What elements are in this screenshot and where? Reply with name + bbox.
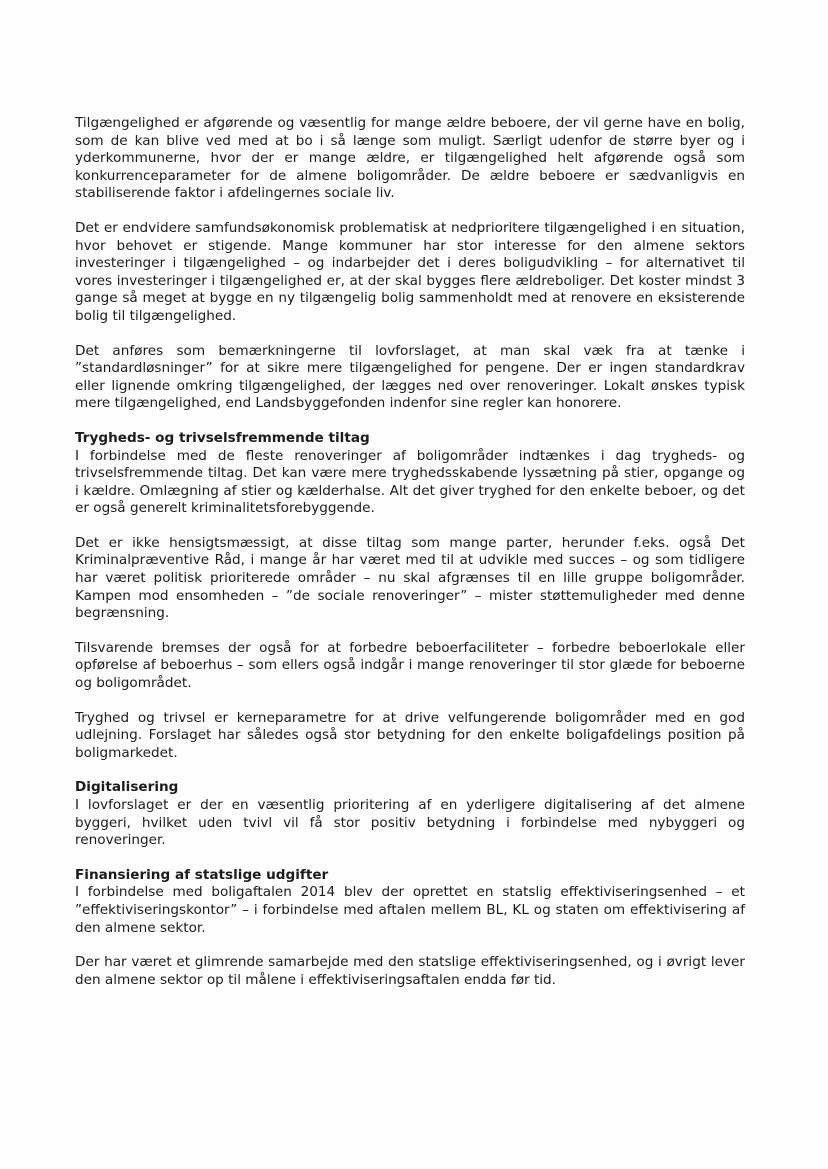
section-heading-finansiering: Finansiering af statslige udgifter	[75, 866, 329, 883]
section-intro-tryghed: I forbindelse med de fleste renoveringer af boligområder indtænkes i dag trygheds- og trivselsfremmende tiltag. Det kan være mere tryghedsskabende lyssætning på stier, opgange og i kældre. Omlægning af stier og kælderhalse. Alt det giver tryghed for den enkelte beboer, og det er også generelt kriminalitetsforebyggende.	[75, 447, 745, 517]
section-heading-tryghed: Trygheds- og trivselsfremmende tiltag	[75, 429, 370, 446]
section-finansiering	[75, 867, 745, 937]
section-tryghed	[75, 430, 745, 518]
section-intro-digitalisering: I lovforslaget er der en væsentlig prioritering af en yderligere digitalisering af det almene byggeri, hvilket uden tvivl vil få stor positiv betydning i forbindelse med nybyggeri og renoveringer.	[75, 797, 745, 849]
paragraph-tilgaengelighed-2: Det er endvidere samfundsøkonomisk problematisk at nedprioritere tilgængelighed i en situation, hvor behovet er stigende. Mange kommuner har stor interesse for den almene sektors investeringer i tilgængelighed – og indarbejder det i deres boligudvikling – for alternativet til vores investeringer i tilgængelighed er, at der skal bygges flere ældreboliger. Det koster mindst 3 gange så meget at bygge en ny tilgængelig bolig sammenholdt med at renovere en eksisterende bolig til tilgængelighed.	[75, 219, 745, 324]
paragraph-tryghed-1: Det er ikke hensigtsmæssigt, at disse tiltag som mange parter, herunder f.eks. også Det Kriminalpræventive Råd, i mange år har været med til at udvikle med succes – og som tidligere har været politisk prioriterede områder – nu skal afgrænses til en lille gruppe boligområder. Kampen mod ensomheden – ”de sociale renoveringer” – mister støttemuligheder med denne begrænsning.	[75, 534, 745, 622]
paragraph-tryghed-3: Tryghed og trivsel er kerneparametre for at drive velfungerende boligområder med en god udlejning. Forslaget har således også stor betydning for den enkelte boligafdelings position på boligmarkedet.	[75, 709, 745, 761]
section-heading-digitalisering: Digitalisering	[75, 779, 179, 796]
paragraph-finansiering-1: Der har været et glimrende samarbejde med den statslige effektiviseringsenhed, og i øvrigt lever den almene sektor op til målene i effektiviseringsaftalen endda før tid.	[75, 954, 745, 988]
section-intro-finansiering: I forbindelse med boligaftalen 2014 blev der oprettet en statslig effektiviseringsenhed – et ”effektiviseringskontor” – i forbindelse med aftalen mellem BL, KL og staten om effektivisering af den almene sektor.	[75, 884, 745, 936]
paragraph-tilgaengelighed-3: Det anføres som bemærkningerne til lovforslaget, at man skal væk fra at tænke i ”standardløsninger” for at sikre mere tilgængelighed for pengene. Der er ingen standardkrav eller lignende omkring tilgængelighed, der lægges ned over renoveringer. Lokalt ønskes typisk mere tilgængelighed, end Landsbyggefonden indenfor sine regler kan honorere.	[75, 342, 745, 412]
paragraph-tryghed-2: Tilsvarende bremses der også for at forbedre beboerfaciliteter – forbedre beboerlokale eller opførelse af beboerhus – som ellers også indgår i mange renoveringer til stor glæde for beboerne og boligområdet.	[75, 639, 745, 692]
document-body	[75, 115, 745, 1006]
paragraph-tilgaengelighed-1: Tilgængelighed er afgørende og væsentlig for mange ældre beboere, der vil gerne have en bolig, som de kan blive ved med at bo i så længe som muligt. Særligt udenfor de større byer og i yderkommunerne, hvor der er mange ældre, er tilgængelighed helt afgørende også som konkurrenceparameter for de almene boligområder. De ældre beboere er sædvanligvis en stabiliserende faktor i afdelingernes sociale liv.	[75, 115, 745, 202]
section-digitalisering	[75, 779, 745, 849]
